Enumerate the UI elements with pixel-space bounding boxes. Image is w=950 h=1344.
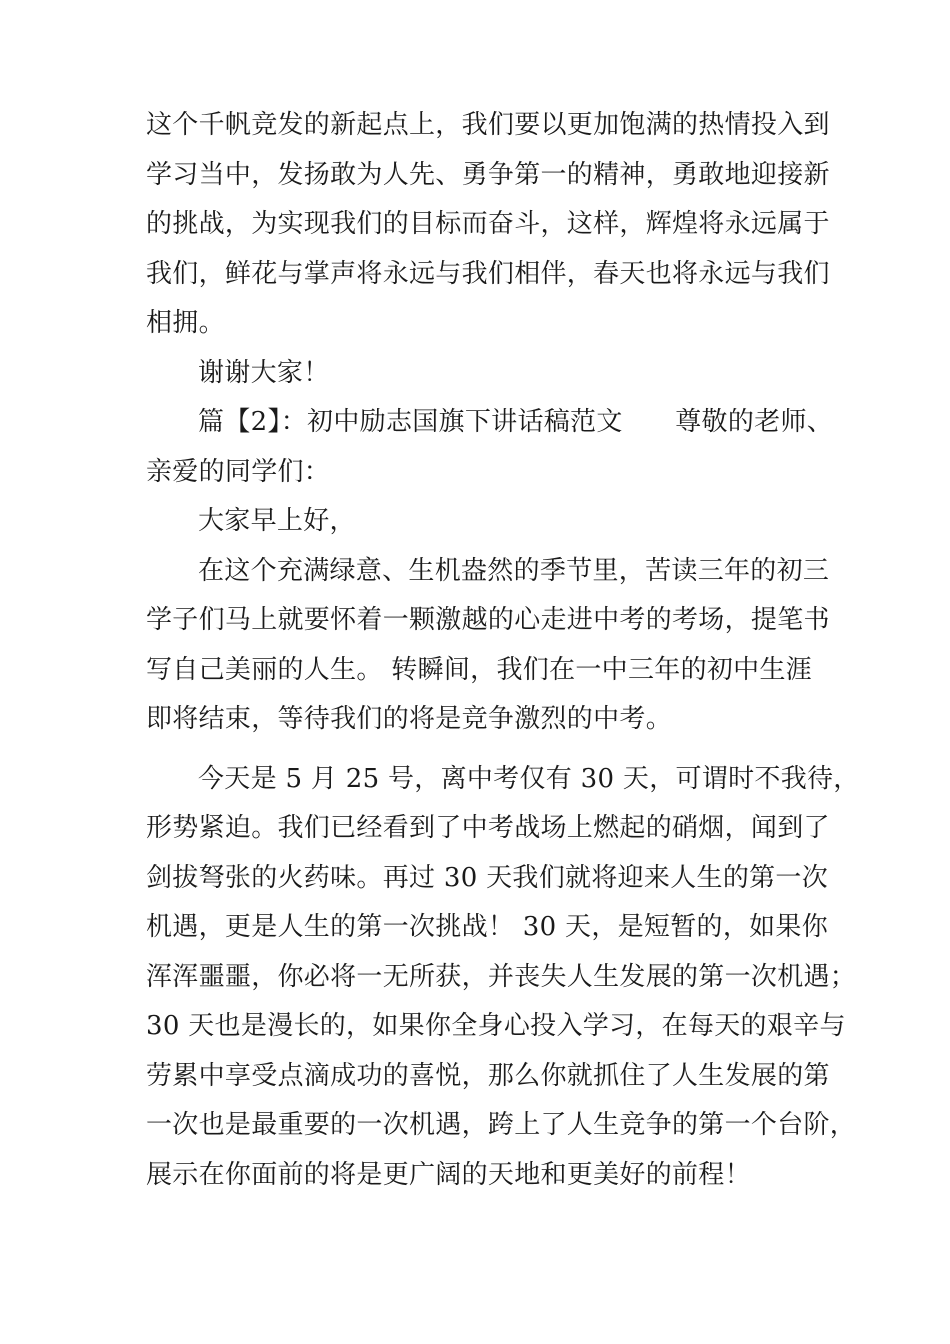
text-line: 一次也是最重要的一次机遇，跨上了人生竞争的第一个台阶， <box>146 1110 857 1140</box>
text-line: 的挑战，为实现我们的目标而奋斗，这样，辉煌将永远属于 <box>146 209 830 239</box>
text-line: 即将结束，等待我们的将是竞争激烈的中考。 <box>146 704 673 734</box>
text-line: 机遇，更是人生的第一次挑战！ 30 天，是短暂的，如果你 <box>146 912 829 942</box>
section-heading: 篇【2】：初中励志国旗下讲话稿范文 尊敬的老师、 <box>198 407 834 437</box>
text-line: 剑拔弩张的火药味。再过 30 天我们就将迎来人生的第一次 <box>146 862 829 893</box>
greeting-line: 大家早上好， <box>198 506 356 536</box>
text-line: 我们，鲜花与掌声将永远与我们相伴，春天也将永远与我们 <box>146 258 830 289</box>
text-line: 写自己美丽的人生。 转瞬间，我们在一中三年的初中生涯 <box>146 654 813 685</box>
closing-thanks: 谢谢大家！ <box>198 357 330 388</box>
text-line: 形势紧迫。我们已经看到了中考战场上燃起的硝烟，闻到了 <box>146 813 830 843</box>
text-line: 浑浑噩噩，你必将一无所获，并丧失人生发展的第一次机遇； <box>146 961 857 992</box>
text-line: 劳累中享受点滴成功的喜悦，那么你就抓住了人生发展的第 <box>146 1060 830 1091</box>
document-body <box>146 101 860 1200</box>
text-line: 展示在你面前的将是更广阔的天地和更美好的前程！ <box>146 1159 751 1190</box>
text-line: 学子们马上就要怀着一颗激越的心走进中考的考场，提笔书 <box>146 605 830 635</box>
text-line: 相拥。 <box>146 308 225 338</box>
text-line: 在这个充满绿意、生机盎然的季节里，苦读三年的初三 <box>198 555 830 586</box>
text-line: 今天是 5 月 25 号，离中考仅有 30 天，可谓时不我待， <box>198 763 860 794</box>
text-line: 学习当中，发扬敢为人先、勇争第一的精神，勇敢地迎接新 <box>146 159 830 190</box>
salutation-line: 亲爱的同学们： <box>146 456 331 487</box>
text-line: 30 天也是漫长的，如果你全身心投入学习，在每天的艰辛与 <box>146 1011 846 1041</box>
text-line: 这个千帆竞发的新起点上，我们要以更加饱满的热情投入到 <box>146 110 830 140</box>
